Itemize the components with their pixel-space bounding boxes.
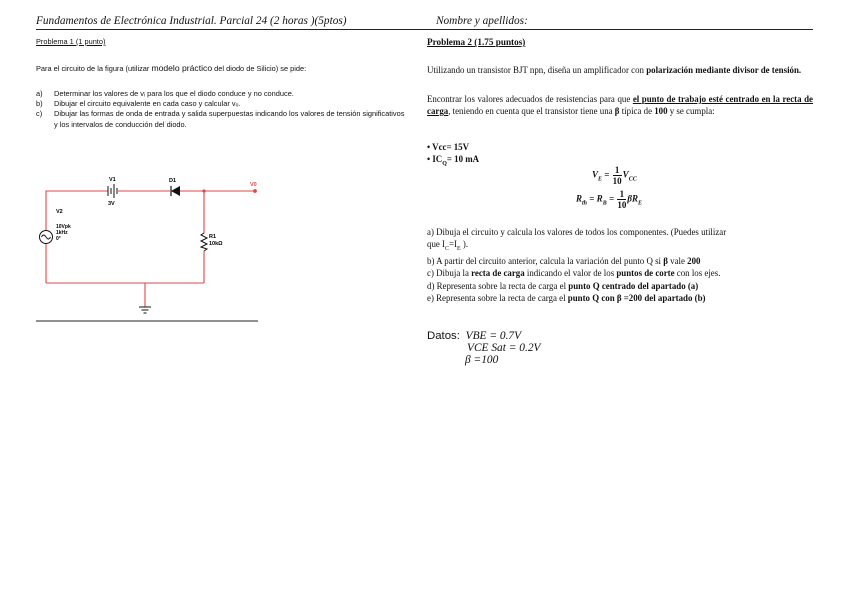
junction-node (202, 189, 205, 192)
r1-value: 10kΩ (209, 241, 223, 247)
problem2-paragraph-2: Encontrar los valores adecuados de resistencias para que el punto de trabajo esté centrado en la recta de carga, teniendo en cuenta que el transistor tiene una β típica de 100 y se cumpla: (427, 94, 813, 117)
v1-value: 3V (108, 201, 115, 207)
problem1-item-a: a) Determinar los valores de vᵢ para los que el diodo conduce y no conduce. (36, 89, 294, 98)
problem2-paragraph-1: Utilizando un transistor BJT npn, diseña un amplificador con polarización mediante divisor de tensión. (427, 65, 802, 75)
circuit-wires (46, 191, 255, 307)
v2-name: V2 (56, 209, 63, 215)
v2-phase: 0° (56, 236, 61, 242)
problem1-item-b: b) Dibujar el circuito equivalente en cada caso y calcular vₒ. (36, 99, 241, 109)
problem2-item-b: b) A partir del circuito anterior, calcula la variación del punto Q si β vale 200 (427, 256, 701, 267)
vo-name: V0 (250, 182, 257, 188)
data-line-vbe: Datos: VBE = 0.7V (427, 330, 522, 342)
battery-v1-symbol (108, 184, 117, 198)
data-line-beta: β =100 (465, 354, 499, 366)
problem2-items (427, 226, 813, 304)
v2-amplitude: 10Vpk (56, 224, 71, 230)
condition-icq: • $IC_Q= 10$ mA (427, 154, 480, 167)
r1-name: R1 (209, 234, 217, 240)
problem1-intro-c: del diodo de Silicio) se pide: (212, 64, 307, 73)
v2-frequency: 1kHz (56, 230, 68, 236)
problem2-item-c: c) Dibuja la recta de carga indicando el valor de los puntos de corte con los ejes. (427, 268, 721, 279)
equation-rth: $R_{th} = R_B$ = $\frac{1}{10}$ $\beta R_E$ (576, 189, 642, 210)
problem2-item-a: a) Dibuja el circuito y calcula los valores de todos los componentes. (Puedes utilizar (427, 227, 727, 237)
problem2-title: Problema 2 (1.75 puntos) (427, 37, 526, 47)
header-course-title: Fundamentos de Electrónica Industrial. Parcial 24 (2 horas )(5ptos) (36, 15, 347, 27)
v1-name: V1 (109, 177, 116, 183)
condition-vcc: • Vcc= 15V (427, 142, 470, 152)
problem1-title: Problema 1 (1 punto) (36, 37, 106, 46)
problem2-item-a-cont: que $I_C=I_E$ ). (427, 239, 469, 252)
problem1-item-c: c) Dibujar las formas de onda de entrada y salida superpuestas indicando los valores de tensión significativos y los intervalos de conducción del diodo. (36, 109, 405, 129)
fraction-1: $\frac{1}{10}$ (612, 165, 622, 186)
resistor-r1-symbol (201, 233, 207, 251)
problem2-item-e: e) Representa sobre la recta de carga el punto Q con β =200 del apartado (b) (427, 292, 706, 303)
data-line-vcesat: VCE Sat = 0.2V (467, 342, 541, 354)
equation-ve: $V_E$ = $\frac{1}{10}$ $V_{CC}$ (592, 165, 637, 186)
header-name-field-label: Nombre y apellidos: (436, 15, 528, 27)
fraction-2: $\frac{1}{10}$ (617, 189, 627, 210)
problem1-intro-emph: modelo práctico (151, 63, 213, 73)
problem1-intro-a: Para el circuito de la figura (utilizar (36, 64, 152, 73)
d1-name: D1 (169, 178, 177, 184)
diode-d1-symbol (171, 186, 180, 196)
ground-icon (139, 307, 151, 313)
output-terminal (253, 189, 257, 193)
problem2-item-d: d) Representa sobre la recta de carga el punto Q centrado del apartado (a) (427, 280, 699, 291)
problem2-data (427, 330, 813, 366)
data-label: Datos: (427, 330, 460, 342)
